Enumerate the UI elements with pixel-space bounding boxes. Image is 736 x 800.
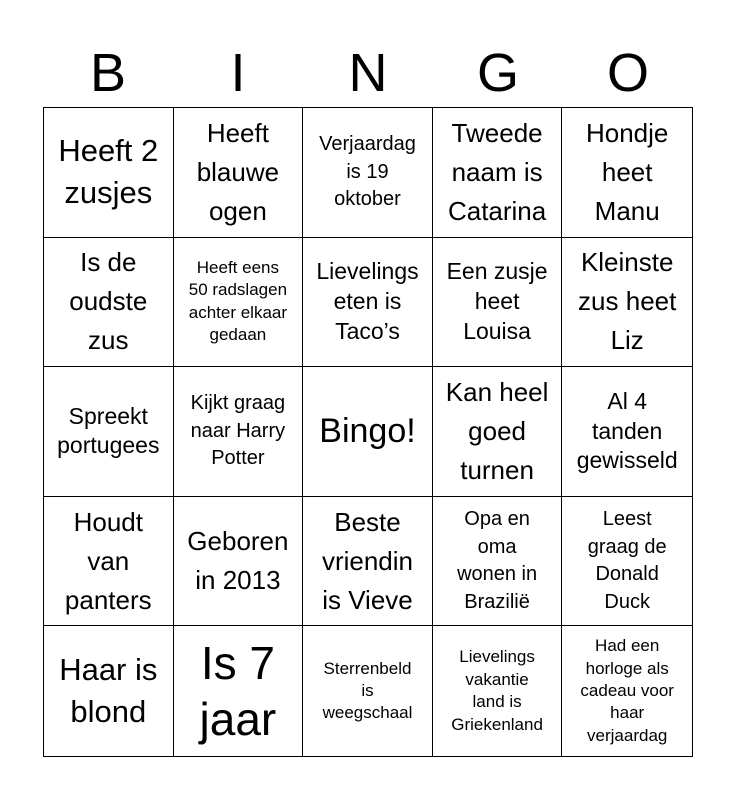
bingo-cell[interactable]: Heeft 2 zusjes	[44, 108, 174, 238]
bingo-cell[interactable]: Geboren in 2013	[174, 497, 304, 627]
bingo-cell[interactable]: Kijkt graag naar Harry Potter	[174, 367, 304, 497]
bingo-cell[interactable]: Verjaardag is 19 oktober	[303, 108, 433, 238]
bingo-cell[interactable]: Een zusje heet Louisa	[433, 238, 563, 368]
bingo-cell[interactable]: Heeft eens 50 radslagen achter elkaar gedaan	[174, 238, 304, 368]
bingo-cell[interactable]: Leest graag de Donald Duck	[562, 497, 692, 627]
bingo-cell[interactable]: Is de oudste zus	[44, 238, 174, 368]
bingo-cell[interactable]: Beste vriendin is Vieve	[303, 497, 433, 627]
bingo-board	[43, 107, 693, 757]
bingo-header	[43, 38, 693, 108]
bingo-cell[interactable]: Had een horloge als cadeau voor haar verjaardag	[580, 636, 674, 745]
bingo-cell[interactable]: Sterrenbeld is weegschaal	[303, 626, 433, 756]
header-letter-g: G	[476, 43, 519, 103]
bingo-cell[interactable]: Heeft blauwe ogen	[174, 108, 304, 238]
bingo-cell[interactable]: Opa en oma wonen in Brazilië	[433, 497, 563, 627]
bingo-cell[interactable]: Houdt van panters	[44, 497, 174, 627]
bingo-cell[interactable]: Lievelings eten is Taco’s	[303, 238, 433, 368]
free-space[interactable]: Bingo!	[303, 367, 433, 497]
bingo-cell[interactable]: Tweede naam is Catarina	[433, 108, 563, 238]
header-letter-n: N	[348, 43, 388, 103]
bingo-cell[interactable]: Al 4 tanden gewisseld	[562, 367, 692, 497]
header-letter-b: B	[89, 43, 127, 103]
header-letter-o: O	[606, 43, 649, 103]
bingo-cell[interactable]: Haar is blond	[44, 626, 174, 756]
bingo-cell[interactable]: Hondje heet Manu	[562, 108, 692, 238]
bingo-cell[interactable]: Spreekt portugees	[44, 367, 174, 497]
bingo-cell[interactable]: Is 7 jaar	[174, 626, 304, 756]
bingo-cell[interactable]: Kan heel goed turnen	[433, 367, 563, 497]
bingo-cell[interactable]: Kleinste zus heet Liz	[562, 238, 692, 368]
header-letter-i: I	[230, 43, 246, 103]
bingo-cell[interactable]: Lievelings vakantie land is Griekenland	[433, 626, 563, 756]
